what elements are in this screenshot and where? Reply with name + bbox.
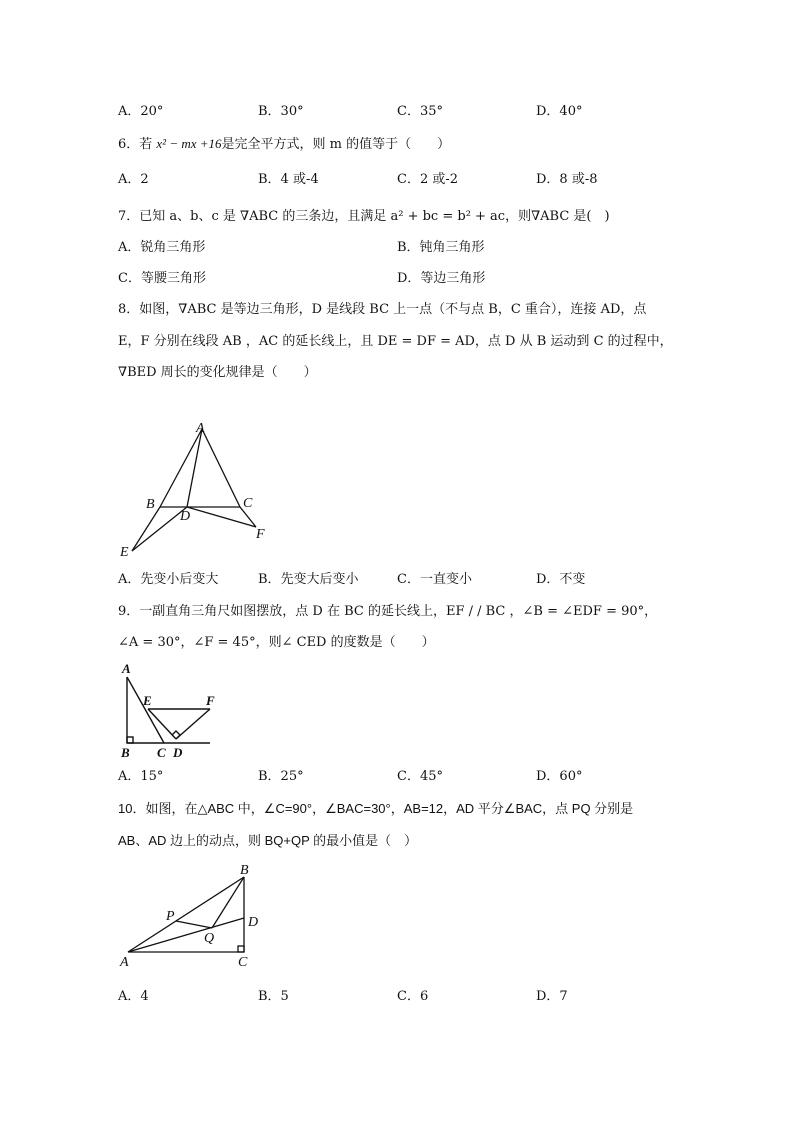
q9-option-b: B．25° (258, 769, 304, 784)
q9-label-e: E (143, 693, 152, 708)
q9-figure (112, 657, 222, 762)
q8-label-d: D (180, 509, 191, 524)
q6-suffix: 是完全平方式，则 m 的值等于（ ） (221, 137, 451, 152)
q10-segment-ab (128, 877, 244, 952)
q8-segment-de (132, 507, 187, 551)
q9-label-b: B (121, 745, 130, 760)
q9-stem-line2: ∠A = 30°，∠F = 45°，则∠ CED 的度数是（ ） (118, 635, 435, 650)
q9-segment-ac (127, 677, 164, 743)
q8-label-a: A (196, 421, 205, 436)
q8-figure (110, 415, 280, 565)
q8-segment-ad (187, 429, 202, 507)
q8-segment-be (132, 507, 160, 551)
q8-label-f: F (256, 527, 265, 542)
q7-option-d: D．等边三角形 (397, 271, 486, 286)
q6-option-b: B．4 或-4 (258, 172, 319, 187)
q10-option-b: B．5 (258, 989, 289, 1004)
q9-stem-line1: 9．一副直角三角尺如图摆放，点 D 在 BC 的延长线上，EF / / BC ，∠B = ∠EDF = 90°， (118, 604, 658, 619)
q10-label-q: Q (204, 931, 215, 946)
q8-label-e: E (120, 545, 129, 560)
q9-label-f: F (206, 693, 215, 708)
q9-segment-fd (176, 709, 210, 739)
q10-segment-bq (212, 877, 244, 928)
q10-option-a: A．4 (118, 989, 149, 1004)
q7-option-a: A．锐角三角形 (118, 240, 206, 255)
q7-stem: 7．已知 a、b、c 是 ∇ABC 的三条边，且满足 a² + bc = b² + ac，则∇ABC 是( ) (118, 209, 610, 224)
q8-option-c: C．一直变小 (397, 572, 472, 587)
q8-stem-line3: ∇BED 周长的变化规律是（ ） (118, 365, 317, 380)
q6-option-a: A．2 (118, 172, 149, 187)
q10-label-p: P (166, 909, 175, 924)
q8-option-b: B．先变大后变小 (258, 572, 359, 587)
q5-option-d: D．40° (536, 104, 583, 119)
q6-expression: x² − mx +16 (156, 136, 222, 151)
q8-stem-line1: 8．如图，∇ABC 是等边三角形，D 是线段 BC 上一点（不与点 B，C 重合），连接 AD，点 (118, 302, 647, 317)
q10-label-d: D (248, 915, 259, 930)
q8-label-b: B (146, 497, 155, 512)
q8-stem-line2: E，F 分别在线段 AB ，AC 的延长线上，且 DE = DF = AD，点 D 从 B 运动到 C 的过程中， (118, 334, 673, 349)
q9-right-angle-b (127, 737, 133, 743)
q5-option-c: C．35° (397, 104, 443, 119)
q10-label-b: B (240, 863, 249, 878)
q9-option-a: A．15° (118, 769, 164, 784)
q10-option-c: C．6 (397, 989, 429, 1004)
q8-label-c: C (243, 496, 253, 511)
q6-stem (118, 135, 450, 154)
q5-option-b: B．30° (258, 104, 304, 119)
q6-option-c: C．2 或-2 (397, 172, 459, 187)
q5-option-a: A．20° (118, 104, 164, 119)
q9-label-d: D (173, 745, 183, 760)
q10-stem-line2: AB、AD 边上的动点，则 BQ+QP 的最小值是（ ） (118, 833, 418, 848)
q10-figure (112, 862, 272, 972)
q9-label-c: C (157, 745, 166, 760)
q6-prefix: 6．若 (118, 137, 157, 152)
q8-option-a: A．先变小后变大 (118, 572, 219, 587)
q10-label-c: C (238, 955, 248, 970)
q8-option-d: D．不变 (536, 572, 586, 587)
q8-segment-ac (202, 429, 240, 507)
q7-option-b: B．钝角三角形 (397, 240, 485, 255)
q10-option-d: D．7 (536, 989, 568, 1004)
q9-option-d: D．60° (536, 769, 583, 784)
q10-right-angle-c (238, 946, 244, 952)
q7-option-c: C．等腰三角形 (118, 271, 206, 286)
q6-option-d: D．8 或-8 (536, 172, 598, 187)
q9-label-a: A (122, 661, 131, 676)
q10-segment-pq (176, 921, 212, 928)
q10-label-a: A (120, 955, 129, 970)
q10-stem-line1: 10．如图，在△ABC 中，∠C=90°，∠BAC=30°，AB=12，AD 平分∠BAC，点 PQ 分别是 (118, 801, 634, 816)
q9-option-c: C．45° (397, 769, 443, 784)
q8-segment-ab (160, 429, 202, 507)
